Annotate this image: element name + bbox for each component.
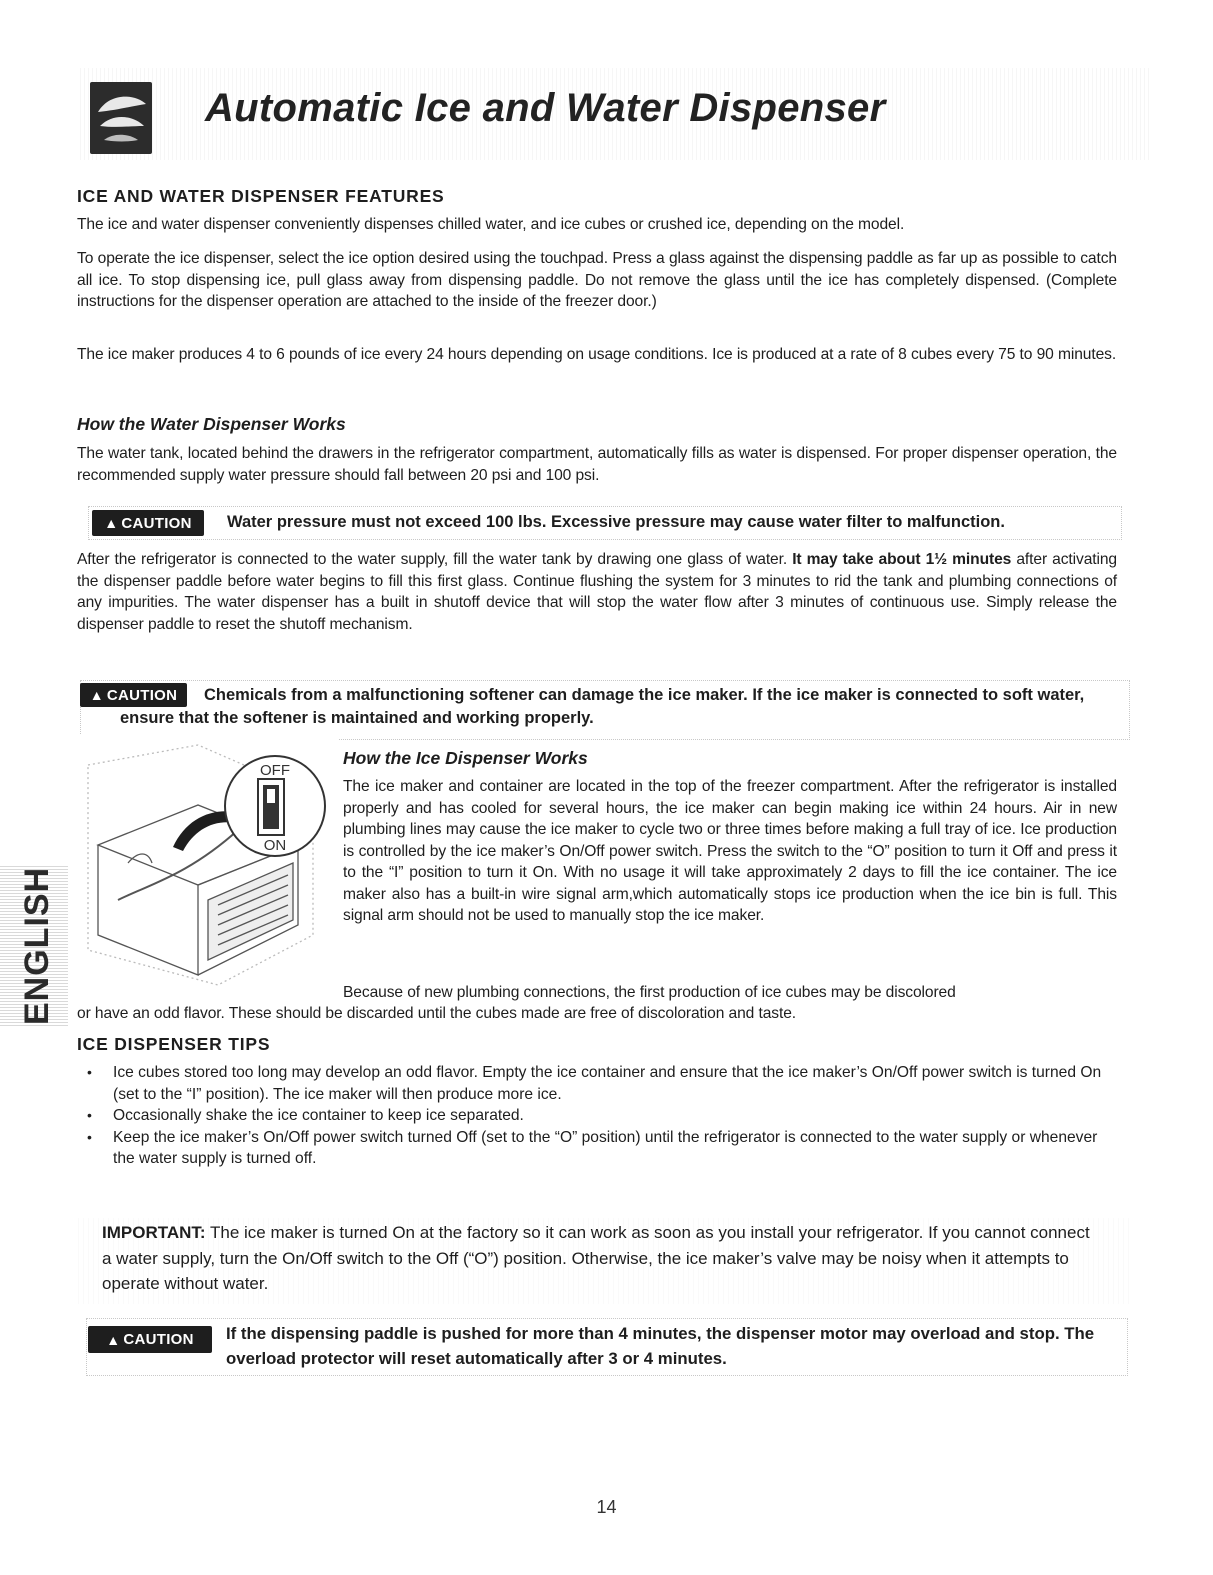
water-paragraph-2-emphasis: It may take about 1½ minutes xyxy=(792,551,1012,568)
water-dispenser-paragraph-2 xyxy=(77,549,1117,635)
water-paragraph-2-start: After the refrigerator is connected to the water supply, fill the water tank by drawing one glass of water. xyxy=(77,551,793,568)
ice-dispenser-paragraph-2-line-1: Because of new plumbing connections, the first production of ice cubes may be discolored xyxy=(343,984,956,1001)
features-paragraph-3: The ice maker produces 4 to 6 pounds of ice every 24 hours depending on usage conditions. Ice is produced at a rate of 8 cubes every 75 to 90 minutes. xyxy=(77,346,1117,363)
warning-triangle-icon: ▲ xyxy=(89,687,104,703)
warning-triangle-icon: ▲ xyxy=(104,515,119,531)
important-label: IMPORTANT: xyxy=(102,1223,206,1242)
list-item: • Ice cubes stored too long may develop an odd flavor. Empty the ice container and ensure that the ice maker’s On/Off power switch is turned On (set to the “I” position). The ice maker will then produce more ice. xyxy=(77,1062,1117,1105)
warning-triangle-icon: ▲ xyxy=(106,1331,121,1348)
water-dispenser-heading: How the Water Dispenser Works xyxy=(77,414,346,434)
off-label: OFF xyxy=(260,762,290,779)
list-item: • Keep the ice maker’s On/Off power switch turned Off (set to the “O” position) until the refrigerator is connected to the water supply or whenever the water supply is turned off. xyxy=(77,1127,1117,1170)
caution-badge-1 xyxy=(92,510,204,536)
on-label: ON xyxy=(263,837,287,854)
caution-badge-3 xyxy=(88,1326,212,1353)
caution-badge-3-label: CAUTION xyxy=(123,1331,194,1348)
ice-dispenser-heading: How the Ice Dispenser Works xyxy=(343,748,588,768)
ice-dispenser-paragraph-2-line-2: or have an odd flavor. These should be discarded until the cubes made are free of discoloration and taste. xyxy=(77,1005,797,1022)
tips-list xyxy=(77,1062,1117,1170)
page-title: Automatic Ice and Water Dispenser xyxy=(205,86,886,130)
caution-badge-2-label: CAUTION xyxy=(106,686,178,704)
caution-text-1: Water pressure must not exceed 100 lbs. Excessive pressure may cause water filter to malfunction. xyxy=(227,513,1005,531)
caution-badge-1-label: CAUTION xyxy=(121,514,192,532)
ice-dispenser-paragraph-1: The ice maker and container are located in the top of the freezer compartment. After the refrigerator is installed properly and has cooled for several hours, the ice maker can begin making ice within 24 hours. Air in new plumbing lines may cause the ice maker to cycle two or three times before making a full tray of ice. Ice production is controlled by the ice maker’s On/Off power switch. Press the switch to the “O” position to turn it Off and press it to the “I” position to turn it On. With no usage it will take approximately 2 days to fill the ice container. The ice maker also has a built-in wire signal arm,which automatically stops ice production when the ice bin is full. This signal arm should not be used to manually stop the ice maker. xyxy=(343,778,1117,924)
leaf-logo-icon xyxy=(90,82,152,154)
important-text: The ice maker is turned On at the factory so it can work as soon as you install your refrigerator. If you cannot connect a water supply, turn the On/Off switch to the Off (“O”) position. Otherwise, the ice maker’s valve may be noisy when it attempts to operate without water. xyxy=(102,1223,1090,1293)
caution-text-2: Chemicals from a malfunctioning softener can damage the ice maker. If the ice maker is connected to soft water, ensure that the softener is maintained and working properly. xyxy=(120,686,1085,727)
important-note xyxy=(102,1220,1102,1297)
list-item: • Occasionally shake the ice container to keep ice separated. xyxy=(77,1105,1117,1127)
water-paragraph-2-end: after activating the dispenser paddle before water begins to fill this first glass. Continue flushing the system for 3 minutes to rid the tank and plumbing connections of any impurities. The water dispenser has a built in shutoff device that will stop the water flow after 3 minutes of continuous use. Simply release the dispenser paddle to reset the shutoff mechanism. xyxy=(77,551,1118,633)
features-paragraph-2: To operate the ice dispenser, select the ice option desired using the touchpad. Press a glass against the dispensing paddle as far up as possible to catch all ice. To stop dispensing ice, pull glass away from dispensing paddle. Do not remove the glass until the ice has completely dispensed. (Complete instructions for the dispenser operation are attached to the inside of the freezer door.) xyxy=(77,250,1117,310)
features-heading: ICE AND WATER DISPENSER FEATURES xyxy=(77,186,445,206)
page-number: 14 xyxy=(596,1497,617,1517)
caution-text-3: If the dispensing paddle is pushed for more than 4 minutes, the dispenser motor may overload and stop. The overload protector will reset automatically after 3 or 4 minutes. xyxy=(226,1324,1095,1368)
ice-maker-illustration xyxy=(78,735,338,1003)
features-paragraph-1: The ice and water dispenser conveniently dispenses chilled water, and ice cubes or crushed ice, depending on the model. xyxy=(77,216,905,233)
water-dispenser-paragraph-1: The water tank, located behind the drawers in the refrigerator compartment, automatically fills as water is dispensed. For proper dispenser operation, the recommended supply water pressure should fall between 20 psi and 100 psi. xyxy=(77,445,1117,484)
tips-heading: ICE DISPENSER TIPS xyxy=(77,1034,271,1054)
language-tab-label: ENGLISH xyxy=(18,866,56,1026)
